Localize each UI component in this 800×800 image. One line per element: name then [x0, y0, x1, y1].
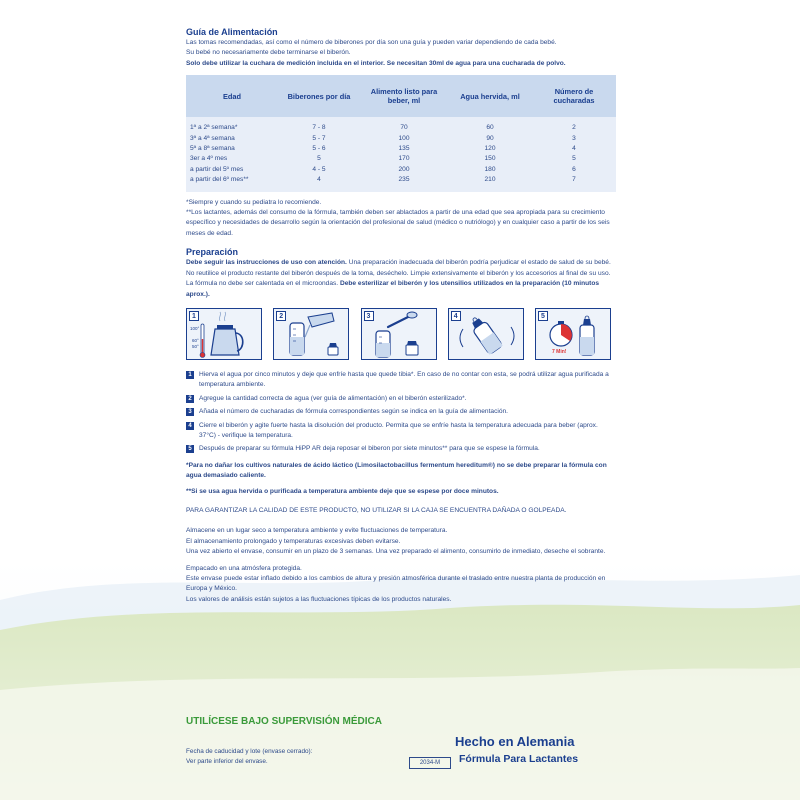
temp-50-label: 50° [192, 343, 199, 349]
list-item [186, 407, 616, 417]
product-code: 2034-M [409, 757, 451, 769]
cell-scoops: 4 [532, 144, 616, 154]
instruction-text: Agregue la cantidad correcta de agua (ver guía de alimentación) en el biberón esterilizado*. [199, 394, 467, 402]
step-number: 1 [189, 311, 199, 321]
expiry-line: Fecha de caducidad y lote (envase cerrado): [186, 748, 313, 755]
formula-type-label: Fórmula Para Lactantes [459, 753, 579, 765]
warning-hot-water: *Para no dañar los cultivos naturales de ácido láctico (Limosilactobacillus fermentum hereditum®) no se debe preparar la fórmula con agua demasiado caliente. [186, 461, 607, 480]
label-content [186, 26, 616, 605]
cell-ready: 100 [360, 134, 448, 144]
instruction-number: 3 [186, 408, 194, 416]
table-notes [186, 198, 616, 240]
cell-bottles: 7 - 8 [278, 123, 360, 133]
table-row [186, 165, 616, 175]
storage-line: Almacene en un lugar seco a temperatura ambiente y evite fluctuaciones de temperatura. [186, 527, 448, 535]
step-number: 3 [364, 311, 374, 321]
preparation-text: Debe seguir las instrucciones de uso con atención. Una preparación inadecuada del biberón podría perjudicar el estado de salud de su bebé. No reutilice el producto restante del biberón después de la toma, deséchelo. Limpie extensivamente el biberón y los accesorios al final de su uso. La fórmula no debe ser calentada en el microondas. Debe esterilizar el biberón y los utensilios utilizados en la preparación (10 minutos aprox.). [186, 259, 611, 298]
list-item [186, 444, 616, 454]
table-spacer [186, 186, 616, 192]
note-1: *Siempre y cuando su pediatra lo recomiende. [186, 198, 322, 206]
warning-thicken: **Si se usa agua hervida o purificada a temperatura ambiente deje que se espese por doce minutos. [186, 487, 499, 495]
step-5-rest [535, 308, 611, 360]
instruction-text: Hierva el agua por cinco minutos y deje que enfríe hasta que quede tibia*. En caso de no contar con esta, se podrá utilizar agua purificada a temperatura ambiente. [199, 370, 609, 389]
instruction-number: 5 [186, 445, 194, 453]
storage-line: Este envase puede estar inflado debido a los cambios de altura y presión atmosférica durante el traslado entre nuestra planta de producción en Europa y México. [186, 575, 606, 593]
note-2: **Los lactantes, además del consumo de la fórmula, también deben ser ablactados a partir de una edad que sea apropiada para su crecimiento específico y necesidades de desarrollo según la orientación del profesional de salud (médico o nutriólogo) y en cualquier caso a partir de los seis meses de edad. [186, 209, 610, 237]
cell-ready: 135 [360, 144, 448, 154]
instruction-text: Cierre el biberón y agite fuerte hasta la disolución del producto. Permita que se enfríe hasta la temperatura adecuada para beber (aprox. 37°C) - verifique la temperatura. [199, 421, 598, 439]
cell-age: a partir del 6º mes** [186, 175, 278, 185]
cell-ready: 200 [360, 165, 448, 175]
cell-bottles: 4 - 5 [278, 165, 360, 175]
cell-ready: 235 [360, 175, 448, 185]
table-row [186, 154, 616, 164]
preparation-steps [186, 308, 611, 360]
table-row [186, 175, 616, 185]
quality-warning: PARA GARANTIZAR LA CALIDAD DE ESTE PRODUCTO, NO UTILIZAR SI LA CAJA SE ENCUENTRA DAÑADA O GOLPEADA. [186, 506, 567, 514]
medical-supervision-notice: UTILÍCESE BAJO SUPERVISIÓN MÉDICA [186, 716, 382, 727]
instruction-list [186, 370, 616, 455]
table-row [186, 134, 616, 144]
cell-bottles: 5 [278, 154, 360, 164]
col-age: Edad [186, 75, 278, 117]
col-water-ml: Agua hervida, ml [448, 75, 532, 117]
cell-scoops: 3 [532, 134, 616, 144]
storage-info [186, 526, 616, 605]
feeding-guide-title: Guía de Alimentación [186, 27, 278, 37]
instruction-number: 1 [186, 371, 194, 379]
cell-scoops: 6 [532, 165, 616, 175]
col-ready-ml: Alimento listo para beber, ml [360, 75, 448, 117]
cell-bottles: 4 [278, 175, 360, 185]
feeding-table [186, 75, 616, 191]
cell-scoops: 7 [532, 175, 616, 185]
instruction-text: Después de preparar su fórmula HiPP AR deja reposar el biberon por siete minutos** para que se espese la fórmula. [199, 445, 540, 453]
step-number: 4 [451, 311, 461, 321]
feeding-intro-1: Las tomas recomendadas, así como el número de biberones por día son una guía y pueden variar dependiendo de cada bebé. [186, 39, 557, 46]
cell-water: 210 [448, 175, 532, 185]
list-item [186, 370, 616, 391]
cell-ready: 170 [360, 154, 448, 164]
cell-age: a partir del 5º mes [186, 165, 278, 175]
step-3-add-powder [361, 308, 437, 360]
cell-water: 60 [448, 123, 532, 133]
list-item [186, 421, 616, 442]
storage-line: El almacenamiento prolongado y temperaturas excesivas deben evitarse. [186, 537, 401, 545]
cell-scoops: 2 [532, 123, 616, 133]
expiry-info [186, 747, 312, 766]
preparation-title: Preparación [186, 247, 239, 258]
step-number: 5 [538, 311, 548, 321]
col-scoops: Número de cucharadas [532, 75, 616, 117]
feeding-intro-2: Su bebé no necesariamente debe terminarse el biberón. [186, 49, 351, 57]
instruction-number: 4 [186, 422, 194, 430]
storage-line: Una vez abierto el envase, consumir en un plazo de 3 semanas. Una vez preparado el alimento, consumirlo de inmediato, deseche el sobrante. [186, 548, 606, 556]
step-4-shake [448, 308, 524, 360]
cell-water: 180 [448, 165, 532, 175]
cell-water: 150 [448, 154, 532, 164]
cell-bottles: 5 - 7 [278, 134, 360, 144]
cell-age: 5ª a 8ª semana [186, 144, 278, 154]
made-in-label: Hecho en Alemania [455, 734, 575, 749]
storage-line: Empacado en una atmósfera protegida. [186, 564, 302, 572]
cell-water: 120 [448, 144, 532, 154]
step-2-pour-water [273, 308, 349, 360]
cell-age: 3ª a 4ª semana [186, 134, 278, 144]
temp-60-label: 60° [192, 337, 199, 343]
step-1-boil [186, 308, 262, 360]
feeding-intro-3: Solo debe utilizar la cuchara de medición incluida en el interior. Se necesitan 30ml de agua para una cucharada de polvo. [186, 59, 566, 67]
instruction-text: Añada el número de cucharadas de fórmula correspondientes según se indica en la guía de alimentación. [199, 408, 509, 416]
table-row [186, 144, 616, 154]
list-item [186, 394, 616, 404]
cell-water: 90 [448, 134, 532, 144]
col-bottles: Biberones por día [278, 75, 360, 117]
timer-label: 7 Min! [552, 348, 567, 355]
cell-age: 3er a 4º mes [186, 154, 278, 164]
temp-100-label: 100° [190, 325, 200, 331]
storage-line: Los valores de análisis están sujetos a las fluctuaciones típicas de los productos naturales. [186, 595, 452, 603]
expiry-line: Ver parte inferior del envase. [186, 757, 268, 765]
cell-scoops: 5 [532, 154, 616, 164]
cell-ready: 70 [360, 123, 448, 133]
table-row [186, 123, 616, 133]
step-number: 2 [276, 311, 286, 321]
instruction-number: 2 [186, 395, 194, 403]
cell-bottles: 5 - 6 [278, 144, 360, 154]
cell-age: 1ª a 2ª semana* [186, 123, 278, 133]
